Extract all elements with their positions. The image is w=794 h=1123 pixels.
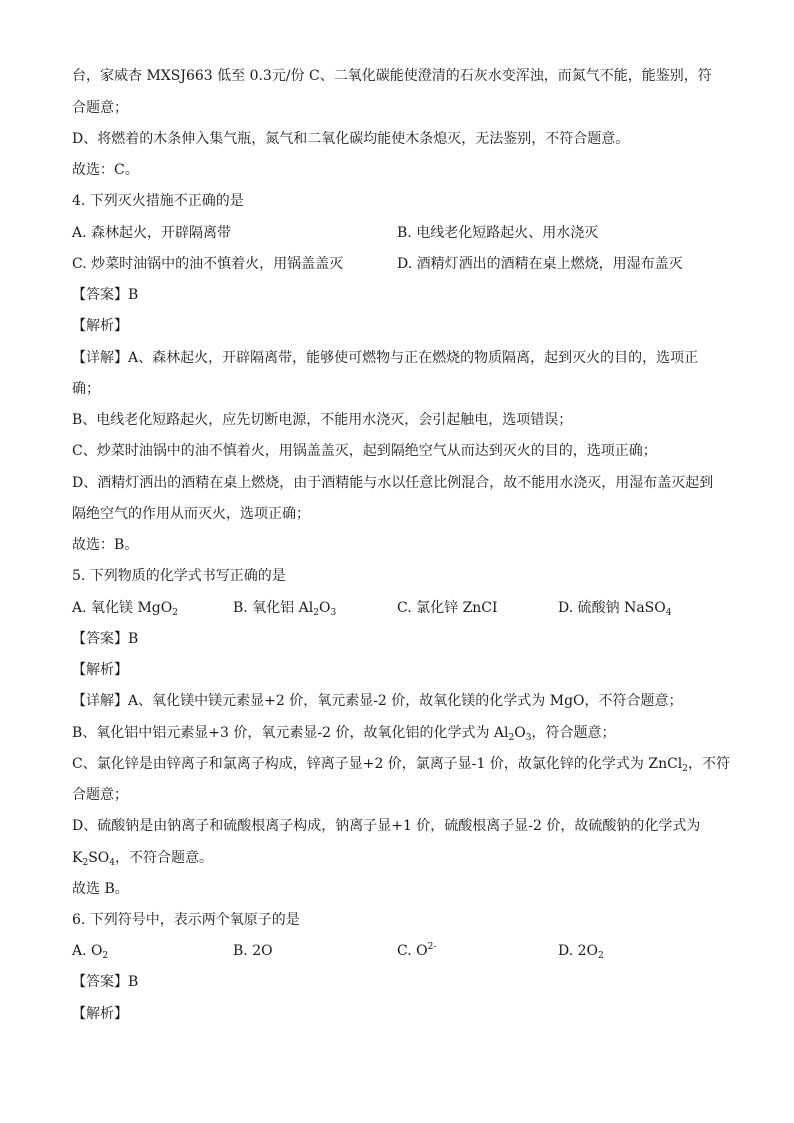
q5-detail-line: D、硫酸钠是由钠离子和硫酸根离子构成，钠离子显+1 价，硫酸根离子显-2 价，故硫酸钠的化学式为: [72, 818, 701, 834]
q4-option-b: B. 电线老化短路起火、用水浇灭: [397, 225, 599, 241]
prev-analysis-line-3: D、将燃着的木条伸入集气瓶，氮气和二氧化碳均能使木条熄灭，无法鉴别，不符合题意。: [72, 131, 630, 147]
q6-option-b: B. 2O: [233, 943, 273, 959]
q4-answer: 【答案】B: [72, 287, 139, 303]
q6-analysis-label: 【解析】: [72, 1006, 128, 1022]
q4-detail-line: 【详解】A、森林起火，开辟隔离带，能够使可燃物与正在燃烧的物质隔离，起到灭火的目的，选项正: [72, 350, 699, 366]
q4-stem: 4. 下列灭火措施不正确的是: [72, 193, 244, 209]
q5-detail-line: $K_2SO_4$，不符合题意。: [72, 850, 214, 868]
q4-option-d: D. 酒精灯洒出的酒精在桌上燃烧，用湿布盖灭: [397, 256, 683, 272]
q5-option-a: A. 氧化镁 MgO$_2$: [72, 600, 178, 618]
q5-option-d: D. 硫酸钠 NaSO$_4$: [558, 600, 672, 618]
q5-stem: 5. 下列物质的化学式书写正确的是: [72, 568, 286, 584]
q4-option-a: A. 森林起火，开辟隔离带: [72, 225, 232, 241]
q5-analysis-label: 【解析】: [72, 662, 128, 678]
q5-detail-line: B、氧化铝中铝元素显+3 价，氧元素显-2 价，故氧化铝的化学式为 $Al_2O_3$，符合题意；: [72, 725, 616, 743]
q4-detail-line: 确；: [72, 381, 100, 397]
q6-option-a: A. $O_2$: [72, 943, 109, 961]
q5-option-c: C. 氯化锌 ZnCI: [397, 600, 498, 616]
prev-conclusion: 故选：C。: [72, 162, 139, 178]
q5-detail-line: 【详解】A、氧化镁中镁元素显+2 价，氧元素显-2 价，故氧化镁的化学式为 MgO，不符合题意；: [72, 693, 683, 709]
q4-detail-line: D、酒精灯洒出的酒精在桌上燃烧，由于酒精能与水以任意比例混合，故不能用水浇灭，用湿布盖灭起到: [72, 475, 714, 491]
q4-option-c: C. 炒菜时油锅中的油不慎着火，用锅盖盖灭: [72, 256, 344, 272]
q6-option-c: C. $O^{2-}$: [397, 942, 437, 959]
q6-answer: 【答案】B: [72, 974, 139, 990]
q5-conclusion: 故选 B。: [72, 881, 129, 897]
q5-detail-line: 合题意；: [72, 787, 128, 803]
q6-option-d: D. $2O_2$: [558, 943, 604, 961]
q4-detail-line: C、炒菜时油锅中的油不慎着火，用锅盖盖灭，起到隔绝空气从而达到灭火的目的，选项正确；: [72, 443, 657, 459]
q5-detail-line: C、氯化锌是由锌离子和氯离子构成，锌离子显+2 价，氯离子显-1 价，故氯化锌的化学式为 ZnCl$_2$，不符: [72, 756, 731, 774]
q4-detail-line: 隔绝空气的作用从而灭火，选项正确；: [72, 506, 310, 522]
q4-conclusion: 故选：B。: [72, 537, 139, 553]
prev-analysis-line-2: 合题意；: [72, 100, 128, 116]
q6-stem: 6. 下列符号中，表示两个氧原子的是: [72, 912, 300, 928]
prev-analysis-line-1: 台，家威杏 MXSJ663 低至 0.3元/份 C、二氧化碳能使澄清的石灰水变浑浊，而氮气不能，能鉴别，符: [72, 68, 712, 84]
q5-answer: 【答案】B: [72, 631, 139, 647]
q5-option-b: B. 氧化铝 $Al_2O_3$: [233, 600, 337, 618]
q4-analysis-label: 【解析】: [72, 318, 128, 334]
q4-detail-line: B、电线老化短路起火，应先切断电源，不能用水浇灭，会引起触电，选项错误；: [72, 412, 573, 428]
